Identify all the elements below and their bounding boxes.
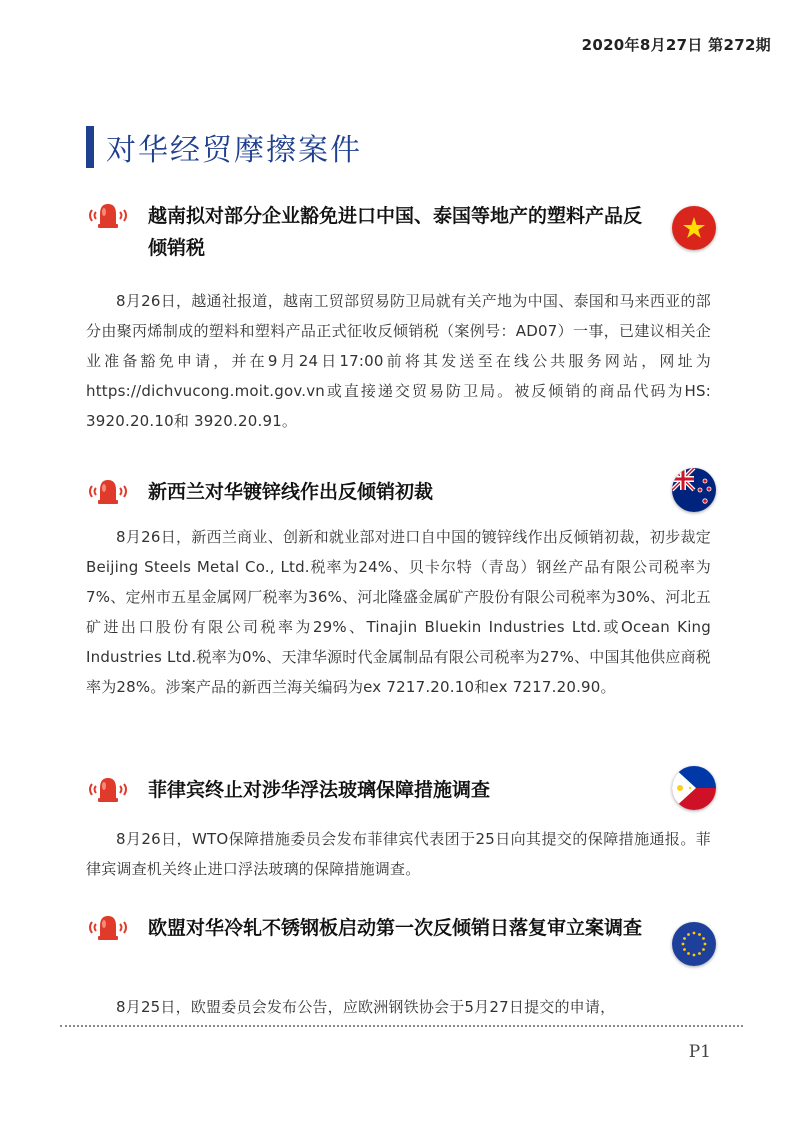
news-body: 8月26日，WTO保障措施委员会发布菲律宾代表团于25日向其提交的保障措施通报。菲律宾调查机关终止进口浮法玻璃的保障措施调查。 xyxy=(86,830,711,878)
news-body: 8月25日，欧盟委员会发布公告，应欧洲钢铁协会于5月27日提交的申请， xyxy=(116,998,616,1016)
news-title: 菲律宾终止对涉华浮法玻璃保障措施调查 xyxy=(148,779,491,801)
page-number: P1 xyxy=(688,1042,711,1062)
news-title: 新西兰对华镀锌线作出反倾销初裁 xyxy=(148,481,434,503)
issue-date: 2020年8月27日 第272期 xyxy=(581,36,771,54)
new-zealand-flag-icon xyxy=(672,468,716,512)
news-item-new-zealand xyxy=(86,476,716,696)
news-title: 欧盟对华冷轧不锈钢板启动第一次反倾销日落复审立案调查 xyxy=(148,917,643,939)
news-body: 8月26日，越通社报道，越南工贸部贸易防卫局就有关产地为中国、泰国和马来西亚的部分由聚丙烯制成的塑料和塑料产品正式征收反倾销税（案例号：AD07）一事，已建议相关企业准备豁免申请，并在9月24日17:00前将其发送至在线公共服务网站，网址为https://dichvucong.moit.gov.vn或直接递交贸易防卫局。被反倾销的商品代码为HS: 3920.20.10和 3920.20.91。 xyxy=(86,292,711,430)
news-item-eu xyxy=(86,912,716,1016)
section-title: 对华经贸摩擦案件 xyxy=(106,133,362,168)
news-item-vietnam xyxy=(86,200,716,430)
news-item-philippines xyxy=(86,774,716,878)
alarm-bell-icon xyxy=(86,912,130,946)
news-title: 越南拟对部分企业豁免进口中国、泰国等地产的塑料产品反倾销税 xyxy=(148,205,643,259)
section-accent-bar xyxy=(86,126,94,168)
news-body: 8月26日，新西兰商业、创新和就业部对进口自中国的镀锌线作出反倾销初裁，初步裁定Beijing Steels Metal Co., Ltd.税率为24%、贝卡尔特（青岛）钢丝产品有限公司税率为7%、定州市五星金属网厂税率为36%、河北隆盛金属矿产股份有限公司税率为30%、河北五矿进出口股份有限公司税率为29%、Tinajin Bluekin Industries Ltd.或Ocean King Industries Ltd.税率为0%、天津华源时代金属制品有限公司税率为27%、中国其他供应商税率为28%。涉案产品的新西兰海关编码为ex 7217.20.10和ex 7217.20.90。 xyxy=(86,528,711,696)
alarm-bell-icon xyxy=(86,200,130,234)
alarm-bell-icon xyxy=(86,774,130,808)
footer-divider xyxy=(60,1025,743,1027)
section-heading xyxy=(86,126,362,168)
eu-flag-icon xyxy=(672,922,716,966)
philippines-flag-icon xyxy=(672,766,716,810)
alarm-bell-icon xyxy=(86,476,130,510)
vietnam-flag-icon xyxy=(672,206,716,250)
